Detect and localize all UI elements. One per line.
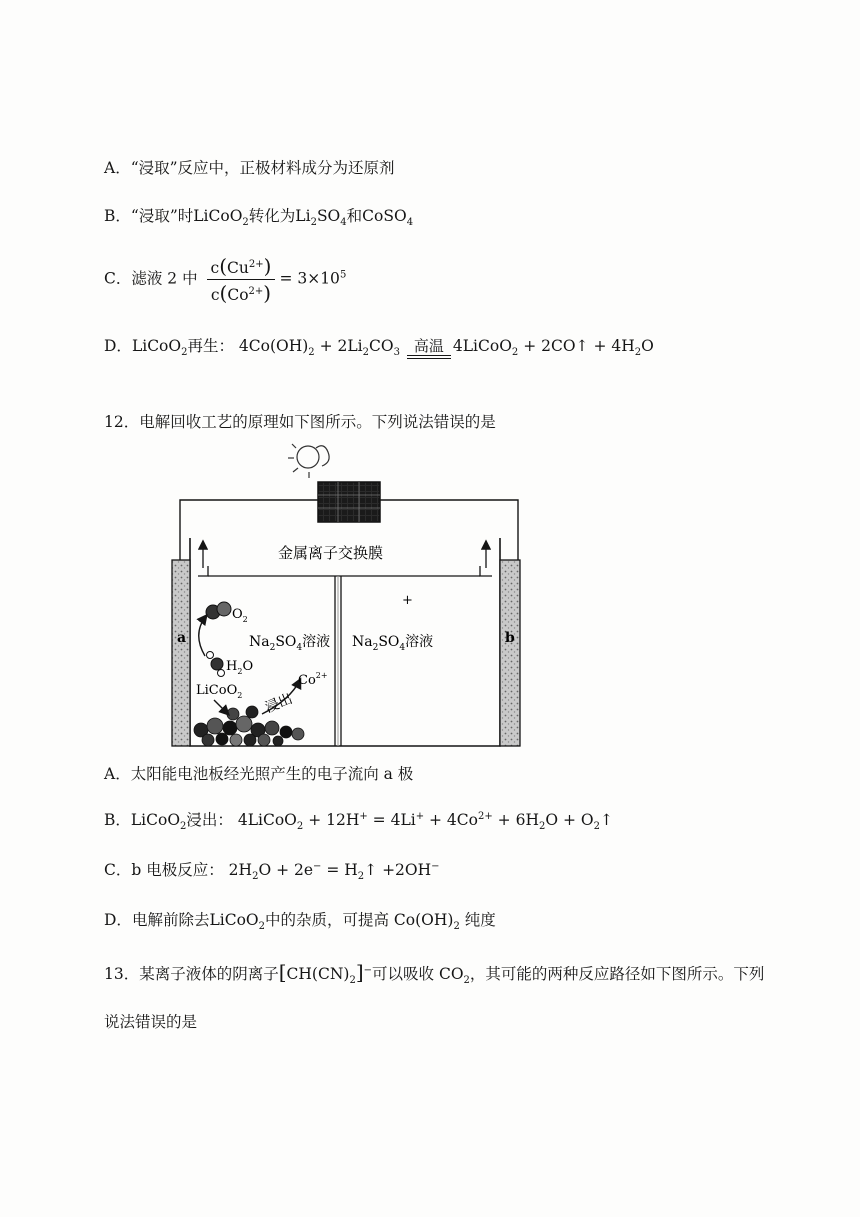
symbol: c: [210, 286, 220, 304]
h2o-label: $H_2O$: [226, 659, 254, 676]
formula: LiCoO: [130, 811, 181, 829]
subscript: 2: [463, 975, 470, 987]
subscript: 2: [634, 347, 642, 359]
option-text: 电解前除去: [131, 911, 210, 929]
reaction-condition: [407, 338, 451, 362]
q12-option-b: [104, 808, 613, 832]
q12-stem: 12．电解回收工艺的原理如下图所示。下列说法错误的是: [104, 413, 496, 431]
q11-option-c: [104, 254, 346, 305]
subscript: 2: [181, 347, 188, 359]
option-text: 浸出：: [186, 811, 233, 829]
option-text: 再生：: [187, 337, 234, 355]
formula: ↑ +2OH: [364, 861, 432, 879]
subscript: 2: [252, 871, 259, 883]
subscript: 2: [242, 217, 249, 229]
electrode-a: [172, 560, 190, 746]
subscript: 2: [310, 217, 317, 229]
charge: 2+: [478, 810, 493, 822]
formula: O: [641, 337, 654, 355]
option-text: 转化为: [248, 207, 296, 225]
exponent: 5: [339, 269, 347, 281]
left-solution-label: $Na_2SO_4$溶液: [249, 634, 331, 653]
option-text: 和: [346, 207, 363, 225]
formula: CoSO: [362, 207, 407, 225]
formula: SO: [316, 207, 341, 225]
fraction-denominator: [207, 281, 276, 305]
concentration-ratio: [207, 254, 276, 305]
q13-stem-line1: [104, 960, 764, 986]
licoo2-label: LiCoO$_2$: [196, 683, 243, 700]
condition-label: 高温: [413, 337, 444, 355]
ion: Cu: [227, 259, 249, 277]
licoo2-particles: [194, 706, 304, 746]
option-text: “浸取”反应中，正极材料成分为还原剂: [130, 159, 395, 177]
solar-panel: [318, 482, 380, 522]
plus-mark: +: [402, 593, 413, 608]
option-text: “浸取”时: [130, 207, 194, 225]
subscript: 4: [340, 217, 347, 229]
formula: ↑: [600, 811, 613, 829]
electrolysis-diagram: [0, 438, 860, 758]
formula: + 4Co: [424, 811, 478, 829]
formula: LiCoO: [193, 207, 243, 225]
subscript: 2: [593, 821, 600, 833]
q13-stem-line2: 说法错误的是: [104, 1013, 198, 1031]
sun-icon: [288, 444, 329, 478]
formula: LiCoO: [131, 337, 182, 355]
formula: O + 2e: [258, 861, 314, 879]
charge: −: [313, 860, 322, 872]
right-solution-label: $Na_2SO_4$溶液: [352, 634, 434, 653]
ion-exchange-membrane: [335, 576, 341, 746]
q12-option-a: [104, 762, 413, 784]
option-label: D．: [104, 337, 132, 355]
ion: Co: [227, 286, 249, 304]
formula: = 4Li: [367, 811, 416, 829]
option-label: B．: [104, 207, 131, 225]
membrane-label: 金属离子交换膜: [278, 544, 384, 562]
o2-molecule-icon: [206, 602, 231, 619]
option-text: 纯度: [459, 911, 496, 929]
stem-text: 可以吸收 CO: [372, 965, 464, 983]
formula: = H: [321, 861, 358, 879]
electrode-b-label: b: [505, 630, 515, 646]
fraction-bar: [207, 279, 276, 280]
o2-label: $O_2$: [232, 607, 248, 624]
q11-option-a: [104, 156, 395, 178]
leach-label: 浸出: [262, 690, 295, 717]
formula: Li: [295, 207, 311, 225]
paren: ): [263, 254, 272, 278]
option-text: 太阳能电池板经光照产生的电子流向 a 极: [130, 765, 414, 783]
subscript: 2: [258, 921, 265, 933]
fraction-numerator: [207, 254, 276, 278]
charge: 2+: [248, 258, 264, 270]
subscript: 2: [453, 921, 460, 933]
option-label: A．: [104, 765, 131, 783]
option-text: 滤液 2 中: [131, 269, 198, 288]
option-label: C．: [104, 269, 132, 288]
formula: + 6H: [492, 811, 539, 829]
symbol: c: [210, 259, 220, 277]
subscript: 2: [511, 347, 519, 359]
co-ion-label: $Co^{2+}$: [298, 671, 328, 688]
option-text: 中的杂质，可提高 Co(OH): [264, 911, 454, 929]
formula: O + O: [545, 811, 594, 829]
electrode-b: [500, 560, 520, 746]
subscript: 2: [296, 821, 304, 833]
electrode-a-label: a: [177, 630, 187, 646]
option-label: A．: [104, 159, 131, 177]
equals-value: = 3×10: [279, 269, 340, 288]
subscript: 2: [538, 821, 546, 833]
paren: (: [219, 254, 228, 278]
charge: −: [431, 860, 440, 872]
q11-option-b: [104, 204, 413, 228]
option-label: D．: [104, 911, 132, 929]
charge: 2+: [248, 285, 264, 297]
option-text: b 电极反应：: [131, 861, 224, 879]
subscript: 2: [180, 821, 187, 833]
subscript: 2: [357, 871, 365, 883]
formula: 4Co(OH): [238, 337, 309, 355]
option-label: C．: [104, 861, 132, 879]
h2o-molecule-icon: [207, 652, 225, 677]
charge: +: [359, 810, 368, 822]
q12-option-c: [104, 858, 440, 882]
equals-sign: [407, 355, 451, 359]
paren: ): [263, 281, 272, 305]
option-label: B．: [104, 811, 131, 829]
charge: +: [415, 810, 425, 822]
formula: 4LiCoO: [237, 811, 297, 829]
bracket: ]: [355, 960, 364, 984]
subscript: 2: [362, 347, 369, 359]
formula: + 12H: [303, 811, 360, 829]
stem-text: 13．某离子液体的阴离子: [104, 965, 279, 983]
formula: CO: [369, 337, 394, 355]
subscript: 2: [308, 347, 315, 359]
formula: 4LiCoO: [452, 337, 512, 355]
subscript: 3: [393, 347, 400, 359]
bracket: [: [278, 960, 287, 984]
formula: + 2CO↑ + 4H: [518, 337, 635, 355]
formula: CH(CN): [286, 965, 350, 983]
formula: LiCoO: [209, 911, 259, 929]
formula: 2H: [228, 861, 253, 879]
charge: −: [363, 964, 373, 976]
subscript: 2: [349, 975, 356, 987]
subscript: 4: [406, 217, 414, 229]
q11-option-d: [104, 334, 654, 362]
formula: + 2Li: [314, 337, 363, 355]
q12-option-d: [104, 908, 496, 932]
paren: (: [219, 281, 228, 305]
stem-text: ，其可能的两种反应路径如下图所示。下列: [469, 965, 765, 983]
